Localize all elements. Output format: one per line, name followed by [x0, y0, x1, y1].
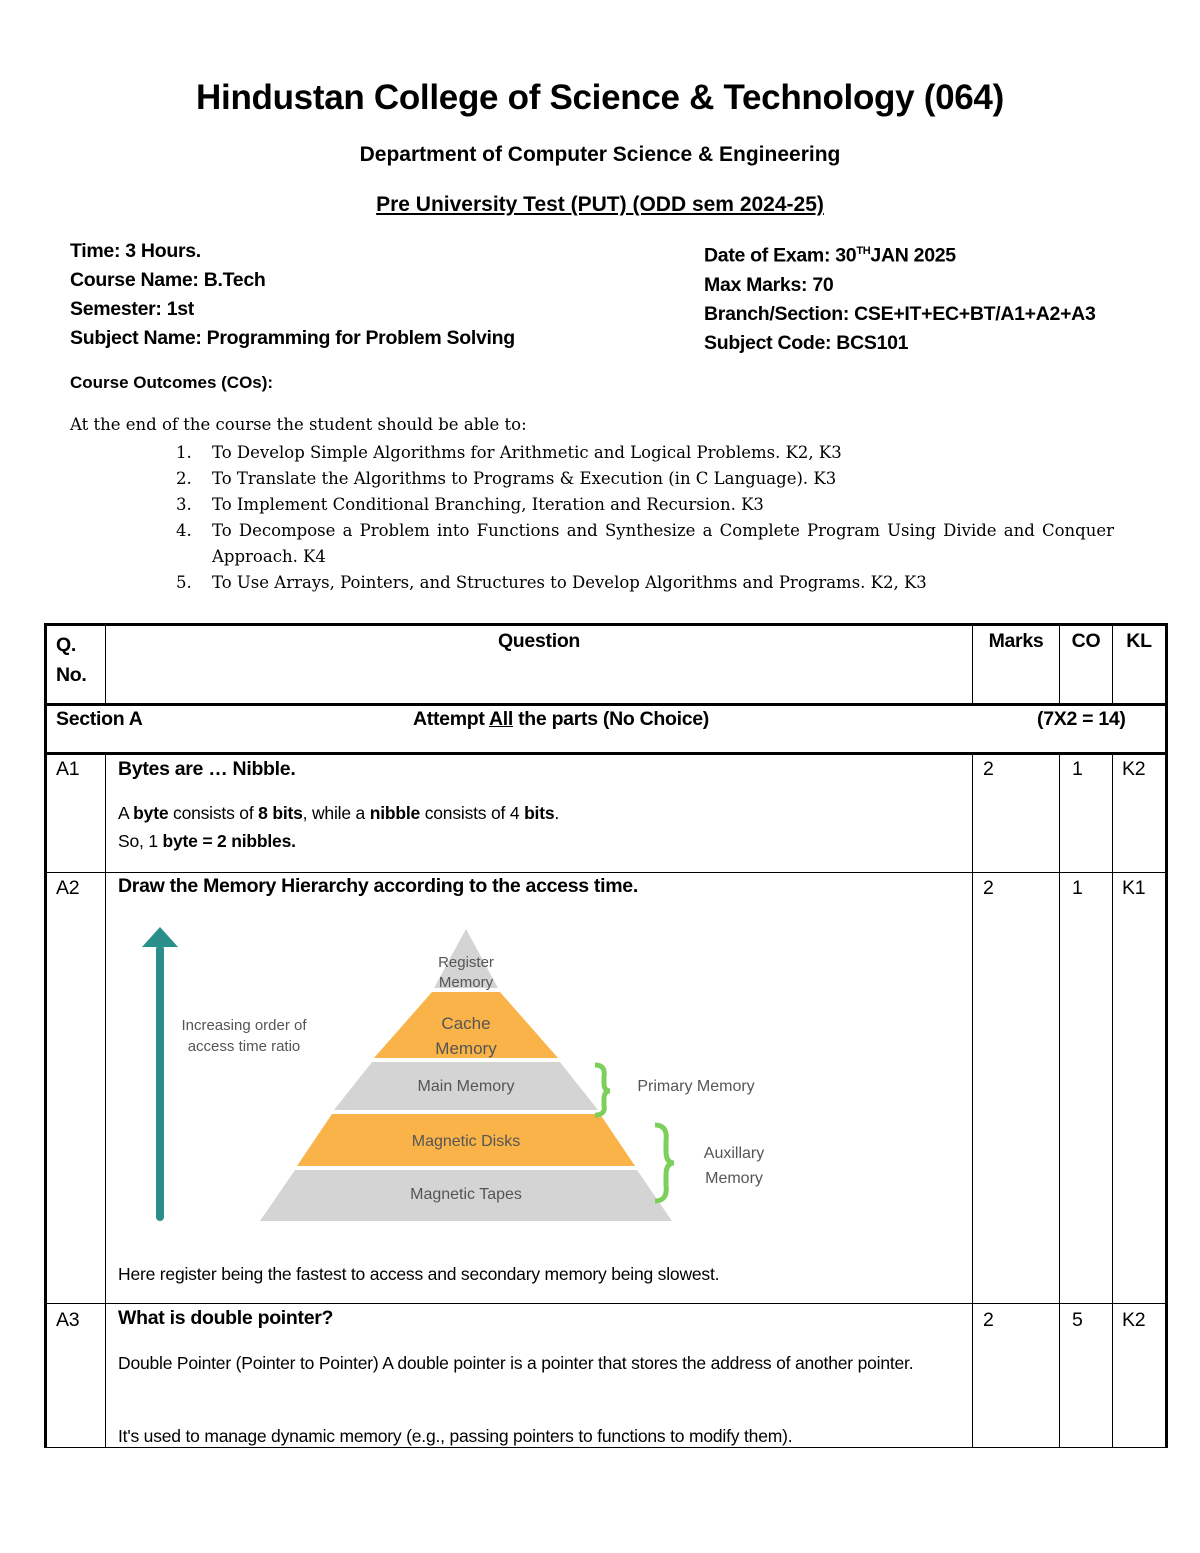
exam-info-right — [704, 237, 1096, 358]
pyramid-label: Cache — [441, 1014, 491, 1033]
section-bottom-border — [44, 752, 1168, 755]
branch-info: Branch/Section: CSE+IT+EC+BT/A1+A2+A3 — [704, 302, 1096, 325]
subject-name-info: Subject Name: Programming for Problem Solving — [70, 327, 515, 349]
semester-info: Semester: 1st — [70, 298, 195, 320]
table-left-border — [44, 623, 47, 1448]
qno-header: Q. No. — [56, 634, 87, 686]
section-name: Section A — [56, 708, 143, 730]
pyramid-label: Memory — [438, 974, 494, 991]
subject-code-info: Subject Code: BCS101 — [704, 331, 909, 354]
question-number: A1 — [56, 758, 80, 780]
answer-text: A byte consists of 8 bits, while a nibble consists of 4 bits. So, 1 byte = 2 nibbles. — [118, 803, 560, 851]
marks-header: Marks — [988, 630, 1044, 652]
section-instruction: Attempt All the parts (No Choice) — [413, 708, 709, 730]
primary-memory-label: Primary Memory — [637, 1078, 755, 1095]
list-item: 5. To Use Arrays, Pointers, and Structures to Develop Algorithms and Programs. K2, K3 — [176, 573, 927, 592]
department-title: Department of Computer Science & Engineering — [359, 143, 841, 166]
answer-text: Double Pointer (Pointer to Pointer) A double pointer is a pointer that stores the address of another pointer. — [118, 1353, 914, 1373]
primary-brace-icon — [595, 1065, 610, 1115]
exam-info-left — [70, 237, 515, 353]
co-value: 1 — [1072, 758, 1083, 780]
auxiliary-brace-icon — [655, 1125, 674, 1201]
course-outcomes-list — [170, 440, 1114, 596]
access-time-arrow-shaft — [156, 945, 164, 1221]
marks-value: 2 — [983, 877, 994, 899]
pyramid-label: Register — [438, 954, 494, 971]
co-value: 5 — [1072, 1309, 1083, 1331]
auxiliary-memory-label: Memory — [705, 1170, 763, 1187]
kl-header: KL — [1126, 630, 1152, 652]
column-divider — [1112, 754, 1113, 1448]
table-top-border — [44, 623, 1168, 626]
pyramid-label: Memory — [435, 1039, 497, 1058]
arrow-label: Increasing order of — [181, 1017, 307, 1034]
header-bottom-border — [44, 703, 1168, 706]
section-marks: (7X2 = 14) — [1037, 708, 1126, 730]
answer-text: It's used to manage dynamic memory (e.g., passing pointers to functions to modify them). — [118, 1426, 793, 1446]
table-right-border — [1165, 623, 1168, 1448]
course-outcomes-heading: Course Outcomes (COs): — [70, 373, 274, 392]
max-marks-info: Max Marks: 70 — [704, 273, 834, 296]
list-item: 1. To Develop Simple Algorithms for Arithmetic and Logical Problems. K2, K3 — [176, 443, 842, 462]
college-title: Hindustan College of Science & Technology (064) — [196, 78, 1004, 117]
row-divider — [44, 872, 1168, 873]
pyramid-label: Main Memory — [417, 1078, 515, 1095]
list-item: 2. To Translate the Algorithms to Programs & Execution (in C Language). K3 — [176, 469, 837, 488]
question-header: Question — [497, 630, 581, 652]
row-divider — [44, 1303, 1168, 1304]
question-number: A2 — [56, 877, 80, 899]
question-text: Draw the Memory Hierarchy according to the access time. — [118, 875, 638, 897]
course-info: Course Name: B.Tech — [70, 269, 266, 291]
list-item: 4. To Decompose a Problem into Functions and Synthesize a Complete Program Using Divide and Conquer Approach. K4 — [176, 521, 1114, 566]
course-outcomes-intro: At the end of the course the student should be able to: — [70, 415, 527, 434]
auxiliary-memory-label: Auxillary — [703, 1145, 765, 1162]
marks-value: 2 — [983, 758, 994, 780]
co-value: 1 — [1072, 877, 1083, 899]
pyramid-label: Magnetic Tapes — [410, 1186, 522, 1203]
access-time-arrow-head — [142, 927, 178, 947]
column-divider — [1059, 754, 1060, 1448]
memory-hierarchy-diagram — [140, 915, 800, 1235]
marks-value: 2 — [983, 1309, 994, 1331]
time-info: Time: 3 Hours. — [70, 240, 201, 262]
kl-value: K2 — [1122, 1309, 1146, 1331]
test-title: Pre University Test (PUT) (ODD sem 2024-25) — [376, 193, 824, 216]
kl-value: K1 — [1122, 877, 1146, 899]
date-info: Date of Exam: 30THJAN 2025 — [704, 244, 956, 267]
column-divider — [972, 754, 973, 1448]
co-header: CO — [1071, 630, 1101, 652]
question-text: What is double pointer? — [118, 1307, 334, 1329]
kl-value: K2 — [1122, 758, 1146, 780]
arrow-label: access time ratio — [187, 1038, 301, 1055]
question-text: Bytes are … Nibble. — [118, 758, 296, 780]
list-item: 3. To Implement Conditional Branching, Iteration and Recursion. K3 — [176, 495, 764, 514]
column-divider — [105, 754, 106, 1448]
question-number: A3 — [56, 1309, 80, 1331]
answer-note: Here register being the fastest to access and secondary memory being slowest. — [118, 1264, 720, 1284]
pyramid-label: Magnetic Disks — [411, 1133, 521, 1150]
